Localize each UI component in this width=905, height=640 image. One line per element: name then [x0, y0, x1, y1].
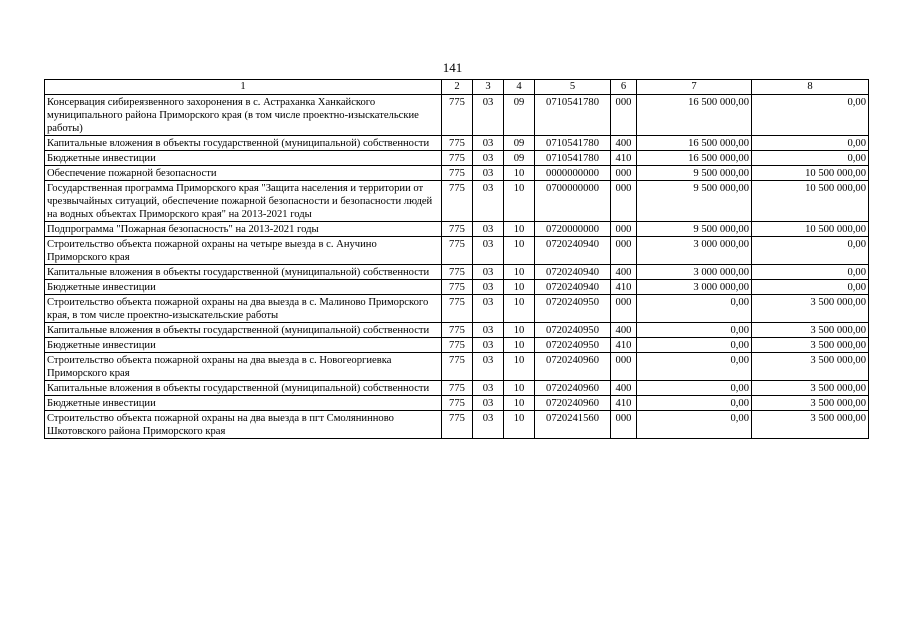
row-ministry-code-cell: 775 [442, 411, 473, 439]
row-amount-year2-cell: 10 500 000,00 [752, 181, 869, 222]
row-ministry-code-cell: 775 [442, 280, 473, 295]
row-amount-year2-cell: 3 500 000,00 [752, 396, 869, 411]
row-section-cell: 03 [473, 265, 504, 280]
row-name-cell: Бюджетные инвестиции [45, 338, 442, 353]
row-expense-type-cell: 000 [611, 181, 637, 222]
row-target-article-cell: 0720240950 [535, 323, 611, 338]
row-target-article-cell: 0720240960 [535, 353, 611, 381]
row-ministry-code-cell: 775 [442, 338, 473, 353]
row-subsection-cell: 10 [504, 166, 535, 181]
row-amount-year2-cell: 3 500 000,00 [752, 381, 869, 396]
row-expense-type-cell: 410 [611, 151, 637, 166]
row-name-cell: Подпрограмма "Пожарная безопасность" на 2013-2021 годы [45, 222, 442, 237]
row-ministry-code-cell: 775 [442, 323, 473, 338]
row-subsection-cell: 10 [504, 338, 535, 353]
row-subsection-cell: 10 [504, 353, 535, 381]
row-target-article-cell: 0700000000 [535, 181, 611, 222]
row-amount-year2-cell: 0,00 [752, 95, 869, 136]
row-amount-year2-cell: 0,00 [752, 237, 869, 265]
row-expense-type-cell: 410 [611, 396, 637, 411]
row-section-cell: 03 [473, 381, 504, 396]
table-row [45, 151, 869, 166]
row-section-cell: 03 [473, 295, 504, 323]
table-row [45, 222, 869, 237]
header-col-8: 8 [752, 80, 869, 95]
row-target-article-cell: 0710541780 [535, 95, 611, 136]
row-amount-year1-cell: 0,00 [637, 338, 752, 353]
row-expense-type-cell: 400 [611, 136, 637, 151]
row-expense-type-cell: 400 [611, 265, 637, 280]
row-section-cell: 03 [473, 151, 504, 166]
row-target-article-cell: 0720240950 [535, 295, 611, 323]
row-section-cell: 03 [473, 411, 504, 439]
row-subsection-cell: 10 [504, 265, 535, 280]
table-row [45, 295, 869, 323]
row-section-cell: 03 [473, 181, 504, 222]
table-body [45, 95, 869, 439]
row-target-article-cell: 0720240960 [535, 396, 611, 411]
header-col-7: 7 [637, 80, 752, 95]
row-subsection-cell: 09 [504, 151, 535, 166]
row-section-cell: 03 [473, 237, 504, 265]
row-section-cell: 03 [473, 222, 504, 237]
budget-table [44, 79, 869, 439]
row-name-cell: Капитальные вложения в объекты государственной (муниципальной) собственности [45, 323, 442, 338]
table-row [45, 338, 869, 353]
row-target-article-cell: 0000000000 [535, 166, 611, 181]
table-row [45, 265, 869, 280]
table-row [45, 181, 869, 222]
row-name-cell: Строительство объекта пожарной охраны на два выезда в с. Малиново Приморского края, в том числе проектно-изыскательские работы [45, 295, 442, 323]
row-subsection-cell: 10 [504, 280, 535, 295]
row-target-article-cell: 0720240950 [535, 338, 611, 353]
row-target-article-cell: 0720240940 [535, 280, 611, 295]
row-subsection-cell: 10 [504, 222, 535, 237]
row-ministry-code-cell: 775 [442, 396, 473, 411]
row-ministry-code-cell: 775 [442, 136, 473, 151]
header-col-1: 1 [45, 80, 442, 95]
row-amount-year2-cell: 0,00 [752, 136, 869, 151]
header-col-5: 5 [535, 80, 611, 95]
row-amount-year2-cell: 0,00 [752, 265, 869, 280]
row-amount-year2-cell: 0,00 [752, 151, 869, 166]
row-amount-year1-cell: 0,00 [637, 396, 752, 411]
page-number: 141 [442, 60, 463, 75]
row-amount-year1-cell: 9 500 000,00 [637, 181, 752, 222]
row-target-article-cell: 0720240940 [535, 237, 611, 265]
row-name-cell: Государственная программа Приморского края "Защита населения и территории от чрезвычайных ситуаций, обеспечение пожарной безопасности и безопасности людей на водных объектах Приморского края" на 2013-2021 годы [45, 181, 442, 222]
row-amount-year1-cell: 0,00 [637, 381, 752, 396]
table-row [45, 280, 869, 295]
row-ministry-code-cell: 775 [442, 95, 473, 136]
row-ministry-code-cell: 775 [442, 181, 473, 222]
row-amount-year1-cell: 16 500 000,00 [637, 136, 752, 151]
row-amount-year2-cell: 10 500 000,00 [752, 222, 869, 237]
row-amount-year1-cell: 16 500 000,00 [637, 151, 752, 166]
row-section-cell: 03 [473, 280, 504, 295]
row-target-article-cell: 0720240940 [535, 265, 611, 280]
row-amount-year1-cell: 0,00 [637, 295, 752, 323]
row-amount-year2-cell: 3 500 000,00 [752, 411, 869, 439]
row-section-cell: 03 [473, 166, 504, 181]
row-amount-year2-cell: 3 500 000,00 [752, 338, 869, 353]
row-ministry-code-cell: 775 [442, 151, 473, 166]
row-expense-type-cell: 000 [611, 95, 637, 136]
row-name-cell: Бюджетные инвестиции [45, 151, 442, 166]
row-subsection-cell: 10 [504, 181, 535, 222]
row-expense-type-cell: 000 [611, 222, 637, 237]
row-expense-type-cell: 000 [611, 411, 637, 439]
header-col-2: 2 [442, 80, 473, 95]
table-row [45, 411, 869, 439]
row-name-cell: Строительство объекта пожарной охраны на два выезда в с. Новогеоргиевка Приморского края [45, 353, 442, 381]
row-section-cell: 03 [473, 396, 504, 411]
row-subsection-cell: 10 [504, 381, 535, 396]
row-amount-year1-cell: 0,00 [637, 353, 752, 381]
row-name-cell: Капитальные вложения в объекты государственной (муниципальной) собственности [45, 265, 442, 280]
row-name-cell: Капитальные вложения в объекты государственной (муниципальной) собственности [45, 381, 442, 396]
row-amount-year1-cell: 16 500 000,00 [637, 95, 752, 136]
row-subsection-cell: 09 [504, 95, 535, 136]
row-name-cell: Бюджетные инвестиции [45, 396, 442, 411]
row-ministry-code-cell: 775 [442, 237, 473, 265]
table-row [45, 166, 869, 181]
table-row [45, 323, 869, 338]
row-target-article-cell: 0720241560 [535, 411, 611, 439]
row-expense-type-cell: 000 [611, 166, 637, 181]
row-name-cell: Строительство объекта пожарной охраны на два выезда в пгт Смолянинново Шкотовского района Приморского края [45, 411, 442, 439]
row-section-cell: 03 [473, 323, 504, 338]
row-expense-type-cell: 000 [611, 237, 637, 265]
row-amount-year1-cell: 0,00 [637, 323, 752, 338]
row-amount-year1-cell: 9 500 000,00 [637, 166, 752, 181]
row-amount-year2-cell: 10 500 000,00 [752, 166, 869, 181]
row-name-cell: Капитальные вложения в объекты государственной (муниципальной) собственности [45, 136, 442, 151]
row-expense-type-cell: 410 [611, 280, 637, 295]
row-section-cell: 03 [473, 353, 504, 381]
row-subsection-cell: 10 [504, 411, 535, 439]
row-ministry-code-cell: 775 [442, 295, 473, 323]
table-row [45, 95, 869, 136]
row-section-cell: 03 [473, 338, 504, 353]
row-amount-year2-cell: 3 500 000,00 [752, 323, 869, 338]
header-col-6: 6 [611, 80, 637, 95]
row-amount-year2-cell: 3 500 000,00 [752, 295, 869, 323]
table-row [45, 237, 869, 265]
row-subsection-cell: 10 [504, 323, 535, 338]
header-row [45, 80, 869, 95]
row-amount-year1-cell: 0,00 [637, 411, 752, 439]
row-name-cell: Обеспечение пожарной безопасности [45, 166, 442, 181]
row-section-cell: 03 [473, 136, 504, 151]
row-section-cell: 03 [473, 95, 504, 136]
row-ministry-code-cell: 775 [442, 265, 473, 280]
table-row [45, 396, 869, 411]
row-name-cell: Консервация сибиреязвенного захоронения в с. Астраханка Ханкайского муниципального района Приморского края (в том числе проектно-изыскательские работы) [45, 95, 442, 136]
row-subsection-cell: 10 [504, 295, 535, 323]
row-expense-type-cell: 000 [611, 295, 637, 323]
row-target-article-cell: 0720240960 [535, 381, 611, 396]
row-subsection-cell: 09 [504, 136, 535, 151]
row-ministry-code-cell: 775 [442, 166, 473, 181]
row-expense-type-cell: 400 [611, 323, 637, 338]
row-target-article-cell: 0720000000 [535, 222, 611, 237]
row-expense-type-cell: 000 [611, 353, 637, 381]
row-amount-year2-cell: 3 500 000,00 [752, 353, 869, 381]
row-name-cell: Бюджетные инвестиции [45, 280, 442, 295]
row-expense-type-cell: 410 [611, 338, 637, 353]
row-amount-year1-cell: 3 000 000,00 [637, 237, 752, 265]
row-ministry-code-cell: 775 [442, 353, 473, 381]
row-target-article-cell: 0710541780 [535, 151, 611, 166]
row-ministry-code-cell: 775 [442, 222, 473, 237]
table-row [45, 353, 869, 381]
row-name-cell: Строительство объекта пожарной охраны на четыре выезда в с. Анучино Приморского края [45, 237, 442, 265]
row-amount-year1-cell: 3 000 000,00 [637, 280, 752, 295]
row-subsection-cell: 10 [504, 237, 535, 265]
table-row [45, 136, 869, 151]
row-subsection-cell: 10 [504, 396, 535, 411]
row-amount-year1-cell: 9 500 000,00 [637, 222, 752, 237]
row-target-article-cell: 0710541780 [535, 136, 611, 151]
header-col-3: 3 [473, 80, 504, 95]
header-col-4: 4 [504, 80, 535, 95]
row-amount-year1-cell: 3 000 000,00 [637, 265, 752, 280]
row-amount-year2-cell: 0,00 [752, 280, 869, 295]
row-expense-type-cell: 400 [611, 381, 637, 396]
row-ministry-code-cell: 775 [442, 381, 473, 396]
table-row [45, 381, 869, 396]
